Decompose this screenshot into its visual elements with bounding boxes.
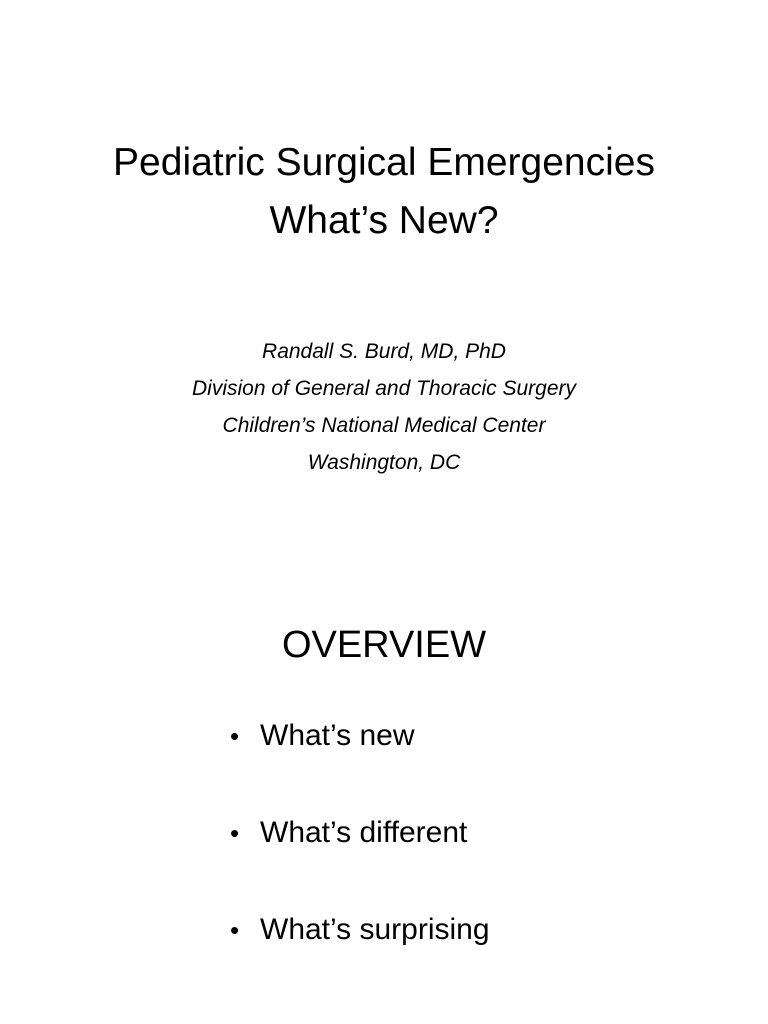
bullet-icon: •	[230, 915, 240, 945]
list-item	[230, 809, 490, 857]
bullet-text: What’s different	[260, 816, 468, 849]
bullet-icon: •	[230, 721, 240, 751]
slide-title-line-2: What’s New?	[269, 199, 499, 242]
bullet-text: What’s new	[260, 719, 415, 752]
bullet-icon: •	[230, 818, 240, 848]
bullet-list	[230, 712, 490, 1003]
author-name: Randall S. Burd, MD, PhD	[262, 340, 506, 363]
bullet-text: What’s surprising	[260, 913, 490, 946]
division-name: Division of General and Thoracic Surgery	[191, 377, 576, 400]
slide-subtitle	[0, 333, 768, 481]
list-item	[230, 906, 490, 954]
overview-slide	[0, 512, 768, 1024]
location: Washington, DC	[307, 451, 461, 474]
overview-title: OVERVIEW	[281, 624, 487, 666]
list-item	[230, 712, 490, 760]
slide-title-line-1: Pediatric Surgical Emergencies	[113, 141, 655, 184]
institution-name: Children’s National Medical Center	[222, 414, 546, 437]
